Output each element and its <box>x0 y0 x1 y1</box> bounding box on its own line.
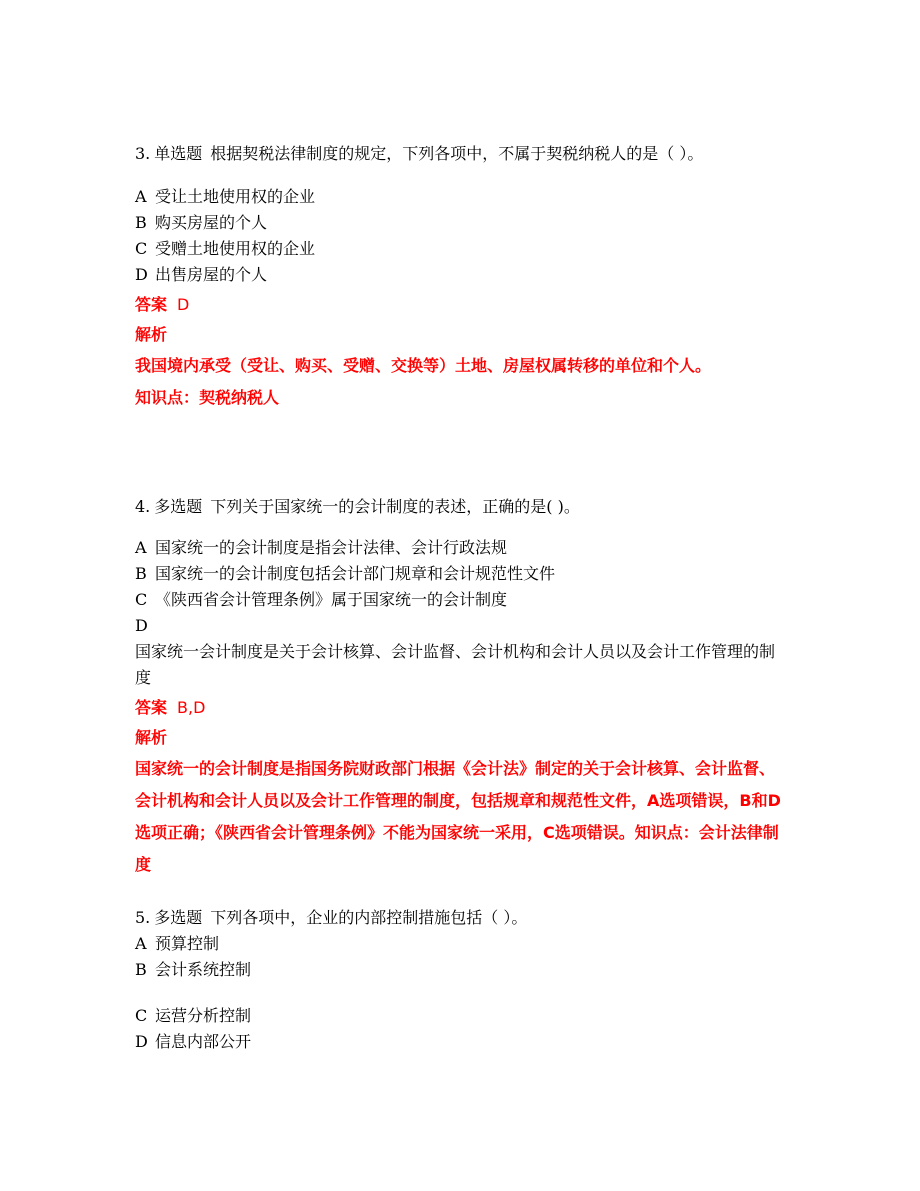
option-b <box>135 561 790 587</box>
answer-value: D <box>177 295 190 314</box>
option-letter: D <box>135 265 148 284</box>
option-d <box>135 613 790 691</box>
option-a <box>135 931 790 957</box>
analysis-text: 国家统一的会计制度是指国务院财政部门根据《会计法》制定的关于会计核算、会计监督、会计机构和会计人员以及会计工作管理的制度，包括规章和规范性文件，A选项错误，B和D选项正确；《陕西省会计管理条例》不能为国家统一采用，C选项错误。知识点：会计法律制度 <box>135 759 781 874</box>
answer-label: 答案 <box>135 698 168 717</box>
option-a <box>135 184 790 210</box>
question-text: 下列各项中，企业的内部控制措施包括（ ）。 <box>210 908 528 927</box>
answer-line <box>135 693 790 723</box>
option-text: 信息内部公开 <box>155 1032 252 1051</box>
option-d <box>135 1029 790 1055</box>
answer-label: 答案 <box>135 295 168 314</box>
option-list <box>135 184 790 288</box>
option-letter: C <box>135 590 148 609</box>
option-letter: D <box>135 616 148 635</box>
option-c <box>135 1003 790 1029</box>
question-number: 5. <box>135 908 151 927</box>
question-stem <box>135 141 790 167</box>
option-text: 预算控制 <box>155 934 220 953</box>
option-text: 受赠土地使用权的企业 <box>155 239 316 258</box>
option-text: 购买房屋的个人 <box>155 213 268 232</box>
option-letter: A <box>135 538 147 557</box>
option-text: 国家统一的会计制度是指会计法律、会计行政法规 <box>155 538 508 557</box>
question-text: 下列关于国家统一的会计制度的表述，正确的是( )。 <box>210 497 580 516</box>
option-text: 出售房屋的个人 <box>155 265 268 284</box>
option-text: 《陕西省会计管理条例》属于国家统一的会计制度 <box>155 590 508 609</box>
option-text: 会计系统控制 <box>155 960 252 979</box>
option-letter: C <box>135 1006 148 1025</box>
question-number: 4. <box>135 497 151 516</box>
analysis-label: 解析 <box>135 728 168 747</box>
option-text: 国家统一会计制度是关于会计核算、会计监督、会计机构和会计人员以及会计工作管理的制度 <box>135 642 776 687</box>
answer-line <box>135 290 790 320</box>
analysis-label: 解析 <box>135 325 168 344</box>
option-list <box>135 535 790 691</box>
question-number: 3. <box>135 144 151 163</box>
option-text: 受让土地使用权的企业 <box>155 187 316 206</box>
question-type: 多选题 <box>154 908 203 927</box>
option-c <box>135 236 790 262</box>
option-letter: C <box>135 239 148 258</box>
option-a <box>135 535 790 561</box>
answer-value: B,D <box>177 698 206 717</box>
option-b <box>135 957 790 983</box>
option-b <box>135 210 790 236</box>
question-stem <box>135 905 790 931</box>
option-letter: D <box>135 1032 148 1051</box>
question-5 <box>135 905 790 1055</box>
question-4 <box>135 494 790 881</box>
option-letter: B <box>135 960 147 979</box>
option-letter: B <box>135 564 147 583</box>
option-c <box>135 587 790 613</box>
question-3 <box>135 141 790 414</box>
option-d <box>135 262 790 288</box>
option-text: 运营分析控制 <box>155 1006 252 1025</box>
option-list <box>135 931 790 1055</box>
option-letter: A <box>135 934 147 953</box>
option-letter: A <box>135 187 147 206</box>
option-letter: B <box>135 213 147 232</box>
question-type: 单选题 <box>154 144 203 163</box>
question-text: 根据契税法律制度的规定，下列各项中，不属于契税纳税人的是（ ）。 <box>210 144 704 163</box>
knowledge-point: 知识点：契税纳税人 <box>135 388 280 407</box>
question-type: 多选题 <box>154 497 203 516</box>
option-text: 国家统一的会计制度包括会计部门规章和会计规范性文件 <box>155 564 556 583</box>
question-stem <box>135 494 790 520</box>
analysis-text: 我国境内承受（受让、购买、受赠、交换等）土地、房屋权属转移的单位和个人。 <box>135 356 712 375</box>
